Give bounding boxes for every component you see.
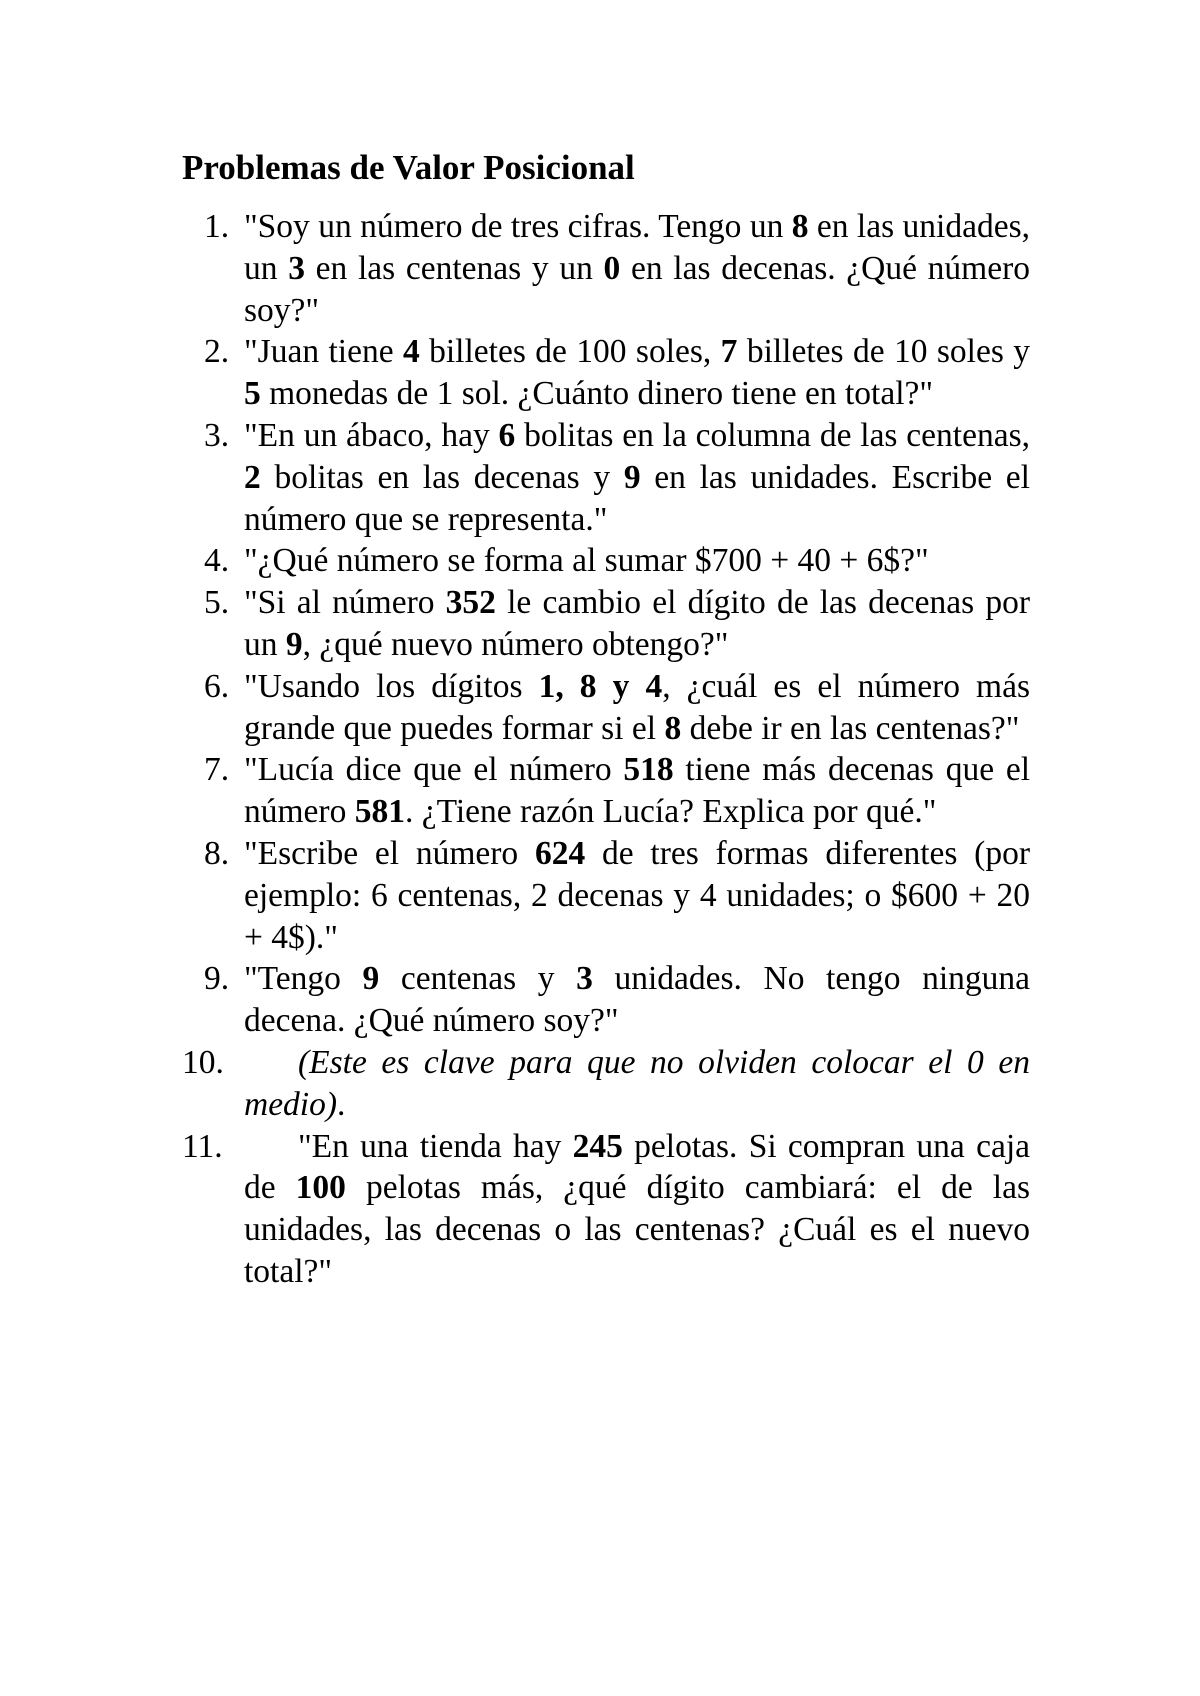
problem-number: 9. <box>204 960 230 998</box>
problem-number: 4. <box>204 542 230 580</box>
problem-item <box>182 582 1030 666</box>
problem-text: en las unidades, un <box>244 208 1030 287</box>
bold-value: 2 <box>244 458 261 496</box>
problem-text: billetes de 100 soles, <box>419 333 721 371</box>
problem-item <box>182 1042 1030 1126</box>
problem-text: en las centenas y un <box>304 249 604 287</box>
problem-text: centenas y <box>379 960 577 998</box>
problem-text: "En una tienda hay <box>298 1127 573 1165</box>
bold-value: 8 <box>791 208 809 245</box>
problem-text: "Si al número <box>244 584 446 622</box>
problem-text: . ¿Tiene razón Lucía? Explica por qué." <box>404 793 937 831</box>
problem-text: bolitas en la columna de las centenas, <box>515 416 1030 454</box>
document-title: Problemas de Valor Posicional <box>182 148 635 187</box>
problem-item <box>182 1126 1030 1293</box>
problem-item <box>182 206 1030 331</box>
problem-text: pelotas. Si compran una caja de <box>244 1127 1030 1207</box>
problem-number: 8. <box>204 834 230 872</box>
problem-list <box>182 206 1030 1293</box>
problem-text: en las unidades. Escribe el número que se representa." <box>244 458 1030 538</box>
problem-item <box>182 540 1030 582</box>
problem-text: bolitas en las decenas y <box>260 458 624 496</box>
problem-number: 2. <box>204 333 230 371</box>
bold-value: 624 <box>534 834 586 872</box>
bold-value: 8 <box>664 709 682 747</box>
problem-text: pelotas más, ¿qué dígito cambiará: el de las unidades, las decenas o las centenas? ¿Cuál es el nuevo total?" <box>244 1169 1030 1290</box>
bold-value: 4 <box>402 333 420 371</box>
problem-text: "En un ábaco, hay <box>244 416 499 454</box>
problem-number: 11. <box>182 1127 223 1165</box>
problem-text: debe ir en las centenas?" <box>681 709 1020 747</box>
problem-text: en las decenas. ¿Qué número soy?" <box>244 249 1031 329</box>
problem-item <box>182 415 1030 540</box>
bold-value: 9 <box>362 960 380 998</box>
bold-value: 1, 8 y 4 <box>538 667 663 705</box>
bold-value: 6 <box>498 416 516 454</box>
problem-text: tiene más decenas que el número <box>244 751 1031 831</box>
bold-value: 5 <box>244 375 261 413</box>
problem-item <box>182 666 1030 750</box>
problem-text: , ¿qué nuevo número obtengo?" <box>302 625 729 663</box>
bold-value: 9 <box>623 458 641 496</box>
problem-text: "Lucía dice que el número <box>244 751 624 789</box>
problem-text: unidades. No tengo ninguna decena. ¿Qué número soy?" <box>244 960 1030 1040</box>
problem-text: , ¿cuál es el número más grande que puedes formar si el <box>244 667 1031 747</box>
italic-note: (Este es clave para que no olviden colocar el 0 en medio) <box>244 1043 1030 1123</box>
problem-item <box>182 958 1030 1042</box>
bold-value: 581 <box>354 793 405 831</box>
problem-number: 3. <box>204 416 230 454</box>
bold-value: 7 <box>720 333 738 371</box>
bold-value: 0 <box>603 249 621 287</box>
bold-value: 245 <box>572 1127 623 1165</box>
problem-text: "Tengo <box>244 960 363 998</box>
problem-text: . <box>337 1085 346 1123</box>
problem-item <box>182 749 1030 833</box>
problem-item <box>182 833 1030 958</box>
problem-text: "Juan tiene <box>244 333 403 371</box>
problem-text: le cambio el dígito de las decenas por un <box>244 584 1030 663</box>
bold-value: 9 <box>285 625 303 663</box>
problem-text: billetes de 10 soles y <box>737 333 1030 371</box>
problem-text: "Usando los dígitos <box>244 667 539 705</box>
bold-value: 518 <box>623 751 674 789</box>
problem-number: 7. <box>204 751 230 789</box>
problem-text: "¿Qué número se forma al sumar $700 + 40 + 6$?" <box>244 542 929 580</box>
problem-text: monedas de 1 sol. ¿Cuánto dinero tiene en total?" <box>260 375 934 413</box>
problem-item <box>182 331 1030 415</box>
problem-text: "Escribe el número <box>244 834 535 872</box>
problem-text: "Soy un número de tres cifras. Tengo un <box>244 208 792 245</box>
problem-text: de tres formas diferentes (por ejemplo: 6 centenas, 2 decenas y 4 unidades; o $600 + 20 + 4$)." <box>244 834 1030 956</box>
problem-number: 10. <box>182 1043 224 1081</box>
bold-value: 352 <box>445 584 496 622</box>
problem-number: 1. <box>204 208 230 245</box>
document-page <box>182 148 1030 1293</box>
bold-value: 3 <box>576 960 593 998</box>
bold-value: 100 <box>295 1169 346 1207</box>
problem-number: 5. <box>204 584 230 622</box>
problem-number: 6. <box>204 667 230 705</box>
bold-value: 3 <box>288 249 305 287</box>
